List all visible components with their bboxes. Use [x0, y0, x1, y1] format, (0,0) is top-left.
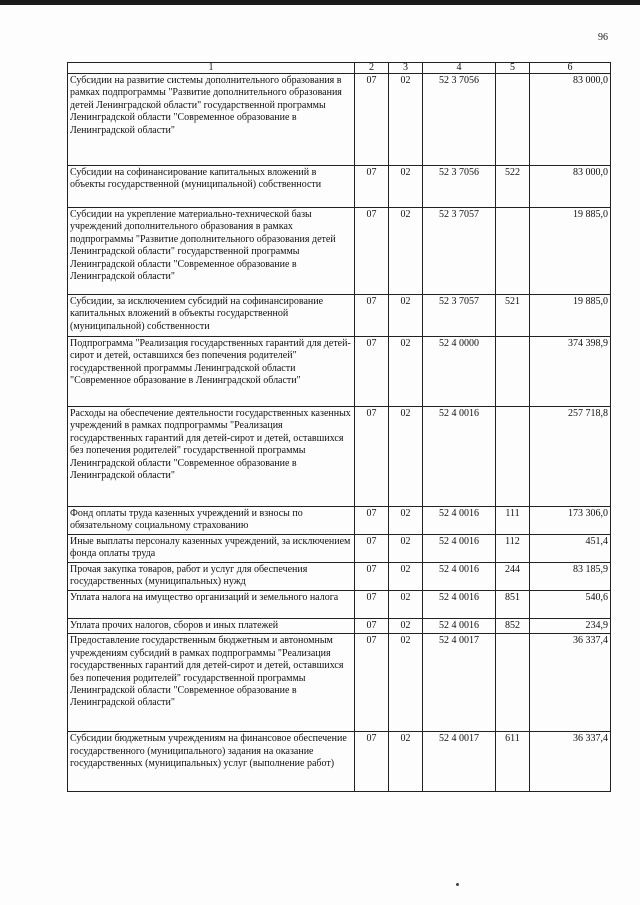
row-target: 52 4 0016	[423, 591, 496, 619]
row-type	[496, 337, 530, 407]
row-amount: 36 337,4	[530, 634, 611, 732]
row-amount: 83 000,0	[530, 166, 611, 208]
page-number: 96	[598, 32, 608, 43]
row-type: 112	[496, 535, 530, 563]
row-subsection: 02	[389, 208, 423, 295]
row-type: 522	[496, 166, 530, 208]
row-description: Предоставление государственным бюджетным и автономным учреждениям субсидий в рамках подпрограммы "Реализация государственных гарантий для детей-сирот и детей, оставшихся без попечения родителей" государственной программы Ленинградской области "Современное образование в Ленинградской области"	[68, 634, 355, 732]
table-row	[68, 74, 611, 166]
header-col-subsection: 3	[389, 63, 423, 74]
row-description: Субсидии на развитие системы дополнительного образования в рамках подпрограммы "Развитие дополнительного образования детей Ленинградской области" государственной программы Ленинградской области "Современное образование в Ленинградской области"	[68, 74, 355, 166]
row-section: 07	[355, 208, 389, 295]
row-description: Уплата прочих налогов, сборов и иных платежей	[68, 619, 355, 634]
row-section: 07	[355, 591, 389, 619]
row-type: 611	[496, 732, 530, 792]
header-row	[68, 63, 611, 74]
row-description: Уплата налога на имущество организаций и земельного налога	[68, 591, 355, 619]
row-amount: 451,4	[530, 535, 611, 563]
row-description: Иные выплаты персоналу казенных учреждений, за исключением фонда оплаты труда	[68, 535, 355, 563]
row-target: 52 4 0017	[423, 732, 496, 792]
row-description: Прочая закупка товаров, работ и услуг для обеспечения государственных (муниципальных) нужд	[68, 563, 355, 591]
row-amount: 234,9	[530, 619, 611, 634]
row-description: Субсидии на софинансирование капитальных вложений в объекты государственной (муниципальной) собственности	[68, 166, 355, 208]
row-amount: 173 306,0	[530, 507, 611, 535]
row-subsection: 02	[389, 74, 423, 166]
header-col-target: 4	[423, 63, 496, 74]
row-target: 52 4 0016	[423, 507, 496, 535]
row-amount: 374 398,9	[530, 337, 611, 407]
row-amount: 83 185,9	[530, 563, 611, 591]
row-subsection: 02	[389, 563, 423, 591]
row-type: 111	[496, 507, 530, 535]
row-subsection: 02	[389, 407, 423, 507]
row-amount: 19 885,0	[530, 208, 611, 295]
row-target: 52 4 0016	[423, 535, 496, 563]
table-row	[68, 591, 611, 619]
header-col-amount: 6	[530, 63, 611, 74]
row-section: 07	[355, 337, 389, 407]
row-section: 07	[355, 166, 389, 208]
row-amount: 540,6	[530, 591, 611, 619]
row-type: 244	[496, 563, 530, 591]
row-amount: 257 718,8	[530, 407, 611, 507]
row-target: 52 4 0016	[423, 619, 496, 634]
row-description: Фонд оплаты труда казенных учреждений и взносы по обязательному социальному страхованию	[68, 507, 355, 535]
header-col-description: 1	[68, 63, 355, 74]
row-subsection: 02	[389, 535, 423, 563]
row-subsection: 02	[389, 166, 423, 208]
row-type	[496, 74, 530, 166]
table-row	[68, 407, 611, 507]
row-type: 851	[496, 591, 530, 619]
table-row	[68, 166, 611, 208]
row-type	[496, 407, 530, 507]
row-target: 52 3 7056	[423, 166, 496, 208]
row-description: Субсидии, за исключением субсидий на софинансирование капитальных вложений в объекты государственной (муниципальной) собственности	[68, 295, 355, 337]
row-description: Субсидии бюджетным учреждениям на финансовое обеспечение государственного (муниципального) задания на оказание государственных (муниципальных) услуг (выполнение работ)	[68, 732, 355, 792]
scan-top-edge	[0, 0, 640, 5]
row-target: 52 4 0016	[423, 407, 496, 507]
row-subsection: 02	[389, 337, 423, 407]
table-row	[68, 337, 611, 407]
table-row	[68, 208, 611, 295]
row-target: 52 4 0017	[423, 634, 496, 732]
header-col-section: 2	[355, 63, 389, 74]
row-section: 07	[355, 74, 389, 166]
row-type	[496, 634, 530, 732]
row-amount: 36 337,4	[530, 732, 611, 792]
row-type: 852	[496, 619, 530, 634]
row-description: Подпрограмма "Реализация государственных гарантий для детей-сирот и детей, оставшихся без попечения родителей" государственной программы Ленинградской области "Современное образование в Ленинградской области"	[68, 337, 355, 407]
table-row	[68, 507, 611, 535]
budget-table	[67, 62, 611, 792]
row-description: Расходы на обеспечение деятельности государственных казенных учреждений в рамках подпрограммы "Реализация государственных гарантий для детей-сирот и детей, оставшихся без попечения родителей" государственной программы Ленинградской области "Современное образование в Ленинградской области"	[68, 407, 355, 507]
row-subsection: 02	[389, 295, 423, 337]
row-target: 52 3 7057	[423, 295, 496, 337]
row-target: 52 4 0000	[423, 337, 496, 407]
row-subsection: 02	[389, 634, 423, 732]
row-section: 07	[355, 732, 389, 792]
table-row	[68, 634, 611, 732]
scan-speck	[456, 883, 459, 886]
row-type: 521	[496, 295, 530, 337]
table-row	[68, 295, 611, 337]
row-subsection: 02	[389, 591, 423, 619]
row-section: 07	[355, 619, 389, 634]
row-section: 07	[355, 535, 389, 563]
table-row	[68, 563, 611, 591]
table-row	[68, 732, 611, 792]
row-amount: 83 000,0	[530, 74, 611, 166]
row-section: 07	[355, 563, 389, 591]
row-target: 52 3 7056	[423, 74, 496, 166]
row-amount: 19 885,0	[530, 295, 611, 337]
row-target: 52 4 0016	[423, 563, 496, 591]
row-subsection: 02	[389, 507, 423, 535]
row-subsection: 02	[389, 619, 423, 634]
table-row	[68, 619, 611, 634]
row-target: 52 3 7057	[423, 208, 496, 295]
row-section: 07	[355, 407, 389, 507]
table-row	[68, 535, 611, 563]
row-section: 07	[355, 295, 389, 337]
row-section: 07	[355, 634, 389, 732]
header-col-type: 5	[496, 63, 530, 74]
row-subsection: 02	[389, 732, 423, 792]
row-type	[496, 208, 530, 295]
row-section: 07	[355, 507, 389, 535]
row-description: Субсидии на укрепление материально-технической базы учреждений дополнительного образования в рамках подпрограммы "Развитие дополнительного образования детей Ленинградской области" государственной программы Ленинградской области "Современное образование в Ленинградской области"	[68, 208, 355, 295]
